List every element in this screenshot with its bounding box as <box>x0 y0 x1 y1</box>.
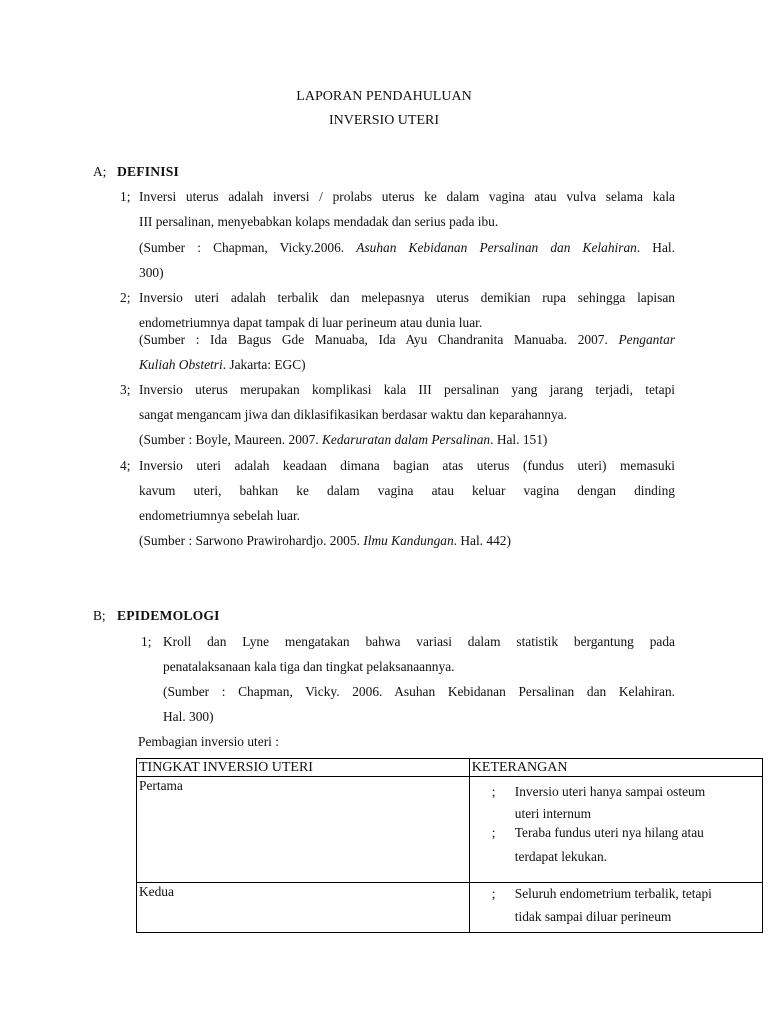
definition-line: III persalinan, menyebabkan kolaps mendadak dan serius pada ibu. <box>139 214 499 229</box>
definition-line: kavum uteri, bahkan ke dalam vagina atau keluar vagina dengan dinding <box>139 483 675 498</box>
definition-line: Inversio uteri adalah keadaan dimana bagian atas uterus (fundus uteri) memasuki <box>139 458 675 473</box>
table-intro: Pembagian inversio uteri : <box>138 734 279 749</box>
inversio-table <box>136 758 763 933</box>
bullet-text: tidak sampai diluar perineum <box>514 909 672 924</box>
document-title: LAPORAN PENDAHULUAN <box>296 89 472 104</box>
definition-line: endometriumnya dapat tampak di luar perineum atau dunia luar. <box>139 315 483 330</box>
bullet-text: uteri internum <box>514 806 592 821</box>
epidemiology-line: penatalaksanaan kala tiga dan tingkat pelaksanaannya. <box>163 659 455 674</box>
source-citation-cont: Hal. 300) <box>163 709 214 724</box>
bullet-text: Seluruh endometrium terbalik, tetapi <box>514 886 712 901</box>
description-cell <box>469 777 762 883</box>
source-citation: (Sumber : Chapman, Vicky. 2006. Asuhan Kebidanan Persalinan dan Kelahiran. <box>163 684 675 699</box>
section-b-heading: EPIDEMOLOGI <box>117 608 220 623</box>
bullet-text: terdapat lekukan. <box>514 849 607 864</box>
list-number: 3; <box>120 382 131 397</box>
source-citation: (Sumber : Chapman, Vicky.2006. Asuhan Kebidanan Persalinan dan Kelahiran. Hal. <box>139 240 675 255</box>
level-cell: Pertama <box>137 777 470 883</box>
table-row <box>137 883 763 933</box>
bullet-text: Inversio uteri hanya sampai osteum <box>514 784 706 799</box>
section-a-heading: DEFINISI <box>117 164 180 179</box>
source-citation: (Sumber : Sarwono Prawirohardjo. 2005. Ilmu Kandungan. Hal. 442) <box>139 533 511 548</box>
source-citation-cont: 300) <box>139 265 164 280</box>
table-header-cell: KETERANGAN <box>469 759 762 777</box>
document-subtitle: INVERSIO UTERI <box>328 113 440 128</box>
source-citation-cont: Kuliah Obstetri. Jakarta: EGC) <box>139 357 306 372</box>
level-cell: Kedua <box>137 883 470 933</box>
definition-line: Inversi uterus adalah inversi / prolabs uterus ke dalam vagina atau vulva selama kala <box>139 189 675 204</box>
bullet-marker: ; <box>491 784 496 799</box>
definition-line: Inversio uteri adalah terbalik dan melepasnya uterus demikian rupa sehingga lapisan <box>139 290 675 305</box>
bullet-text: Teraba fundus uteri nya hilang atau <box>514 825 704 840</box>
description-cell <box>469 883 762 933</box>
definition-line: sangat mengancam jiwa dan diklasifikasikan berdasar waktu dan keparahannya. <box>139 407 567 422</box>
source-citation: (Sumber : Ida Bagus Gde Manuaba, Ida Ayu Chandranita Manuaba. 2007. Pengantar <box>139 332 675 347</box>
source-citation: (Sumber : Boyle, Maureen. 2007. Kedaruratan dalam Persalinan. Hal. 151) <box>139 432 548 447</box>
definition-line: Inversio uterus merupakan komplikasi kala III persalinan yang jarang terjadi, tetapi <box>139 382 675 397</box>
epidemiology-line: Kroll dan Lyne mengatakan bahwa variasi dalam statistik bergantung pada <box>163 634 675 649</box>
list-number: 4; <box>120 458 131 473</box>
list-number: 1; <box>141 634 152 649</box>
bullet-marker: ; <box>491 825 496 840</box>
list-number: 2; <box>120 290 131 305</box>
bullet-marker: ; <box>491 886 496 901</box>
list-item <box>470 820 762 869</box>
list-item <box>470 881 762 929</box>
list-item <box>470 779 762 826</box>
section-b-marker: B; <box>93 608 106 623</box>
table-header-row <box>137 759 763 777</box>
definition-line: endometriumnya sebelah luar. <box>139 508 301 523</box>
table-header-cell: TINGKAT INVERSIO UTERI <box>137 759 470 777</box>
list-number: 1; <box>120 189 131 204</box>
section-a-marker: A; <box>93 164 107 179</box>
table-row <box>137 777 763 883</box>
